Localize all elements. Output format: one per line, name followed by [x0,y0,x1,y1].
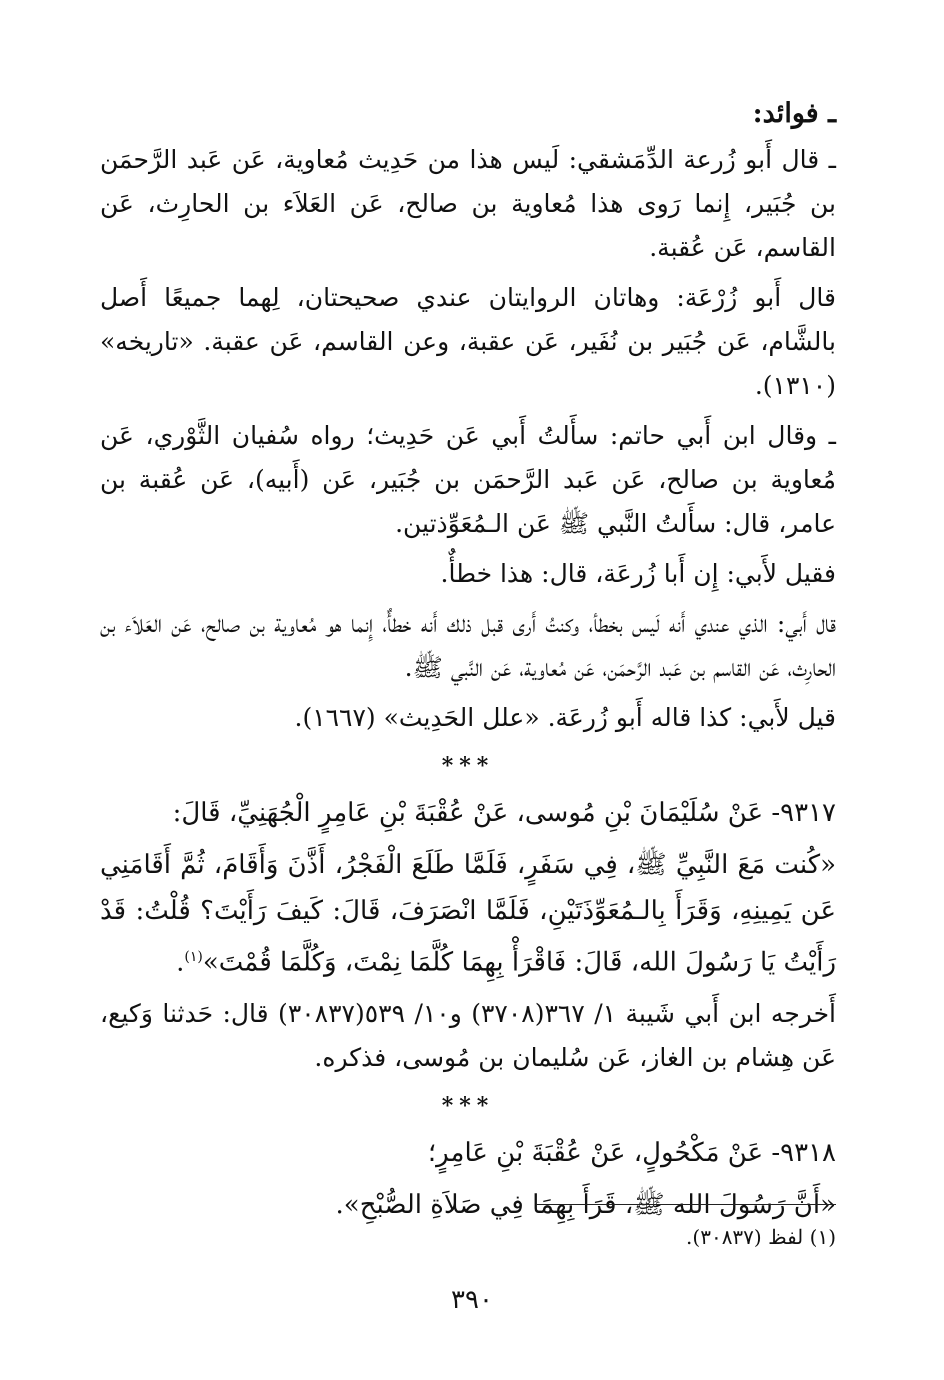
paragraph-3: ـ وقال ابن أَبي حاتم: سأَلتُ أَبي عَن حَدِيث؛ رواه سُفيان الثَّوْري، عَن مُعاوية بن صالح، عَن عَبد الرَّحمَن بن جُبَير، عَن (أَبيه)، عَن عُقبة بن عامر، قال: سأَلتُ النَّبي ﷺ عَن الـمُعَوِّذتين. [100,421,836,538]
paragraph-6: قيل لأَبي: كذا قاله أَبو زُرعَة. «علل الحَدِيث» (١٦٦٧). [294,703,836,732]
separator-1: *** [441,753,495,779]
hadith-9317-text [100,842,836,986]
paragraph-1: ـ قال أَبو زُرعة الدِّمَشقي: لَيس هذا من حَدِيث مُعاوية، عَن عَبد الرَّحمَن بن جُبَير، إِنما رَوى هذا مُعاوية بن صالح، عَن العَلاَء بن الحارِث، عَن القاسم، عَن عُقبة. [100,145,836,262]
paragraph-5: قال أَبي: الذي عندي أَنه لَيس بخطأ، وكنتُ أَرى قبل ذلك أَنه خطأٌ، إِنما هو مُعاوية بن صالح، عَن العَلاَء بن الحارِث، عَن القاسم بن عَبد الرَّحمَن، عَن مُعاوية، عَن النَّبي ﷺ. [100,609,836,682]
hadith-9317-body: «كُنت مَعَ النَّبِيِّ ﷺ، فِي سَفَرٍ، فَلَمَّا طَلَعَ الْفَجْرُ، أَذَّنَ وَأَقَامَ، ثُمَّ أَقَامَنِي عَن يَمِينِهِ، وَقَرَأَ بِالـمُعَوِّذَتَيْنِ، فَلَمَّا انْصَرَفَ، قَالَ: كَيفَ رَأَيْتَ؟ قُلْتُ: قَدْ رَأَيْتُ يَا رَسُولَ الله، قَالَ: فَاقْرَأْ بِهِمَا كُلَّمَا نِمْتَ، وَكُلَّمَا قُمْتَ» [100,850,836,978]
hadith-9318-text: «أَنَّ رَسُولَ الله ﷺ، قَرَأَ بِهِمَا فِي صَلاَةِ الصُّبْحِ». [335,1189,836,1220]
hadith-9318-intro: ٩٣١٨- عَنْ مَكْحُولٍ، عَنْ عُقْبَةَ بْنِ عَامِرٍ؛ [427,1137,836,1168]
footnote: (١) لفظ (٣٠٨٣٧). [686,1225,836,1249]
separator-2: *** [441,1092,495,1119]
page-number: ٣٩٠ [451,1285,493,1315]
page-body [100,92,836,1234]
paragraph-2: قال أَبو زُرْعَة: وهاتان الروايتان عندي صحيحتان، لِهما جميعًا أَصل بالشَّام، عَن جُبَير بن نُفَير، عَن عقبة، وعن القاسم، عَن عقبة. «تاريخه» (١٣١٠). [100,283,836,400]
hadith-9317-intro: ٩٣١٧- عَنْ سُلَيْمَانَ بْنِ مُوسى، عَنْ عُقْبَةَ بْنِ عَامِرٍ الْجُهَنِيِّ، قَالَ: [172,798,836,828]
paragraph-4: فقيل لأَبي: إِن أَبا زُرعَة، قال: هذا خطأٌ. [440,559,836,588]
hadith-9317-source: أَخرجه ابن أَبي شَيبة ١/ ٣٦٧(٣٧٠٨) و١٠/ ٥٣٩(٣٠٨٣٧) قال: حَدثنا وَكيع، عَن هِشام بن الغاز، عَن سُليمان بن مُوسى، فذكره. [100,998,836,1072]
section-heading: ـ فوائد: [752,98,836,129]
footnote-marker: (١) [184,949,203,965]
footnote-rule [536,1204,836,1205]
hadith-9317-end: . [176,947,185,978]
